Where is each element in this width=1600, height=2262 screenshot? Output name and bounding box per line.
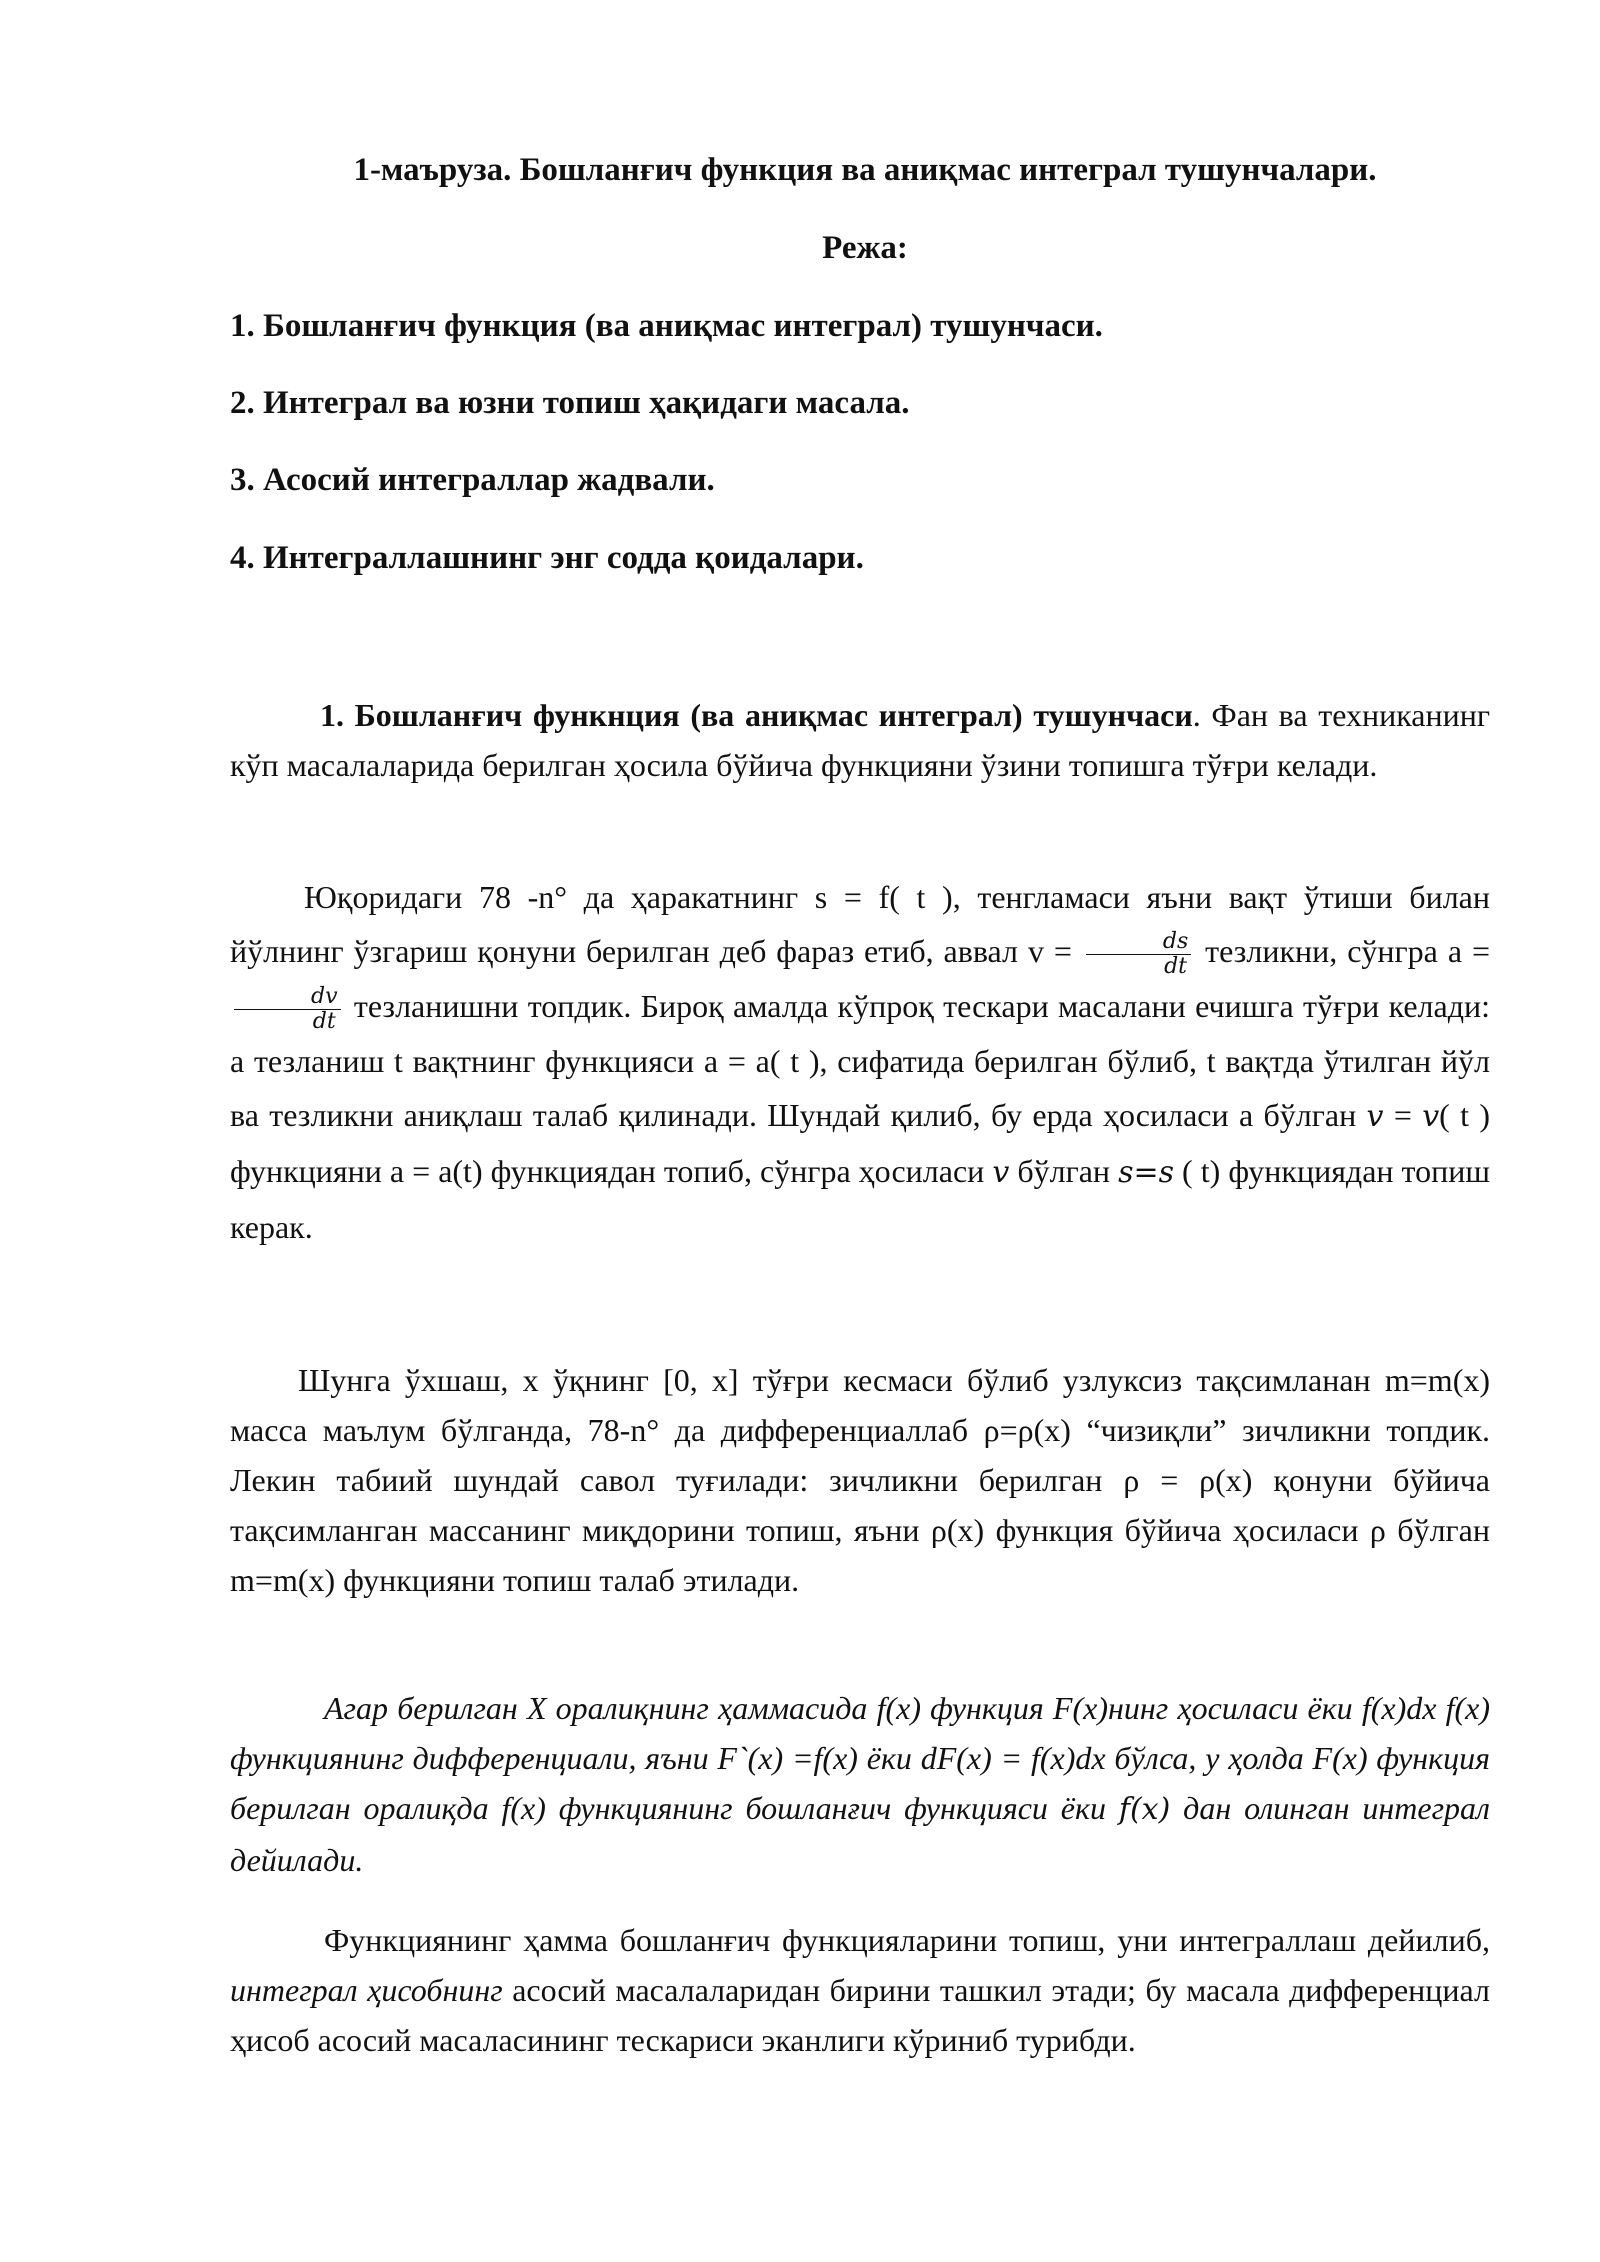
p2-text-f: бўлган (1009, 1153, 1119, 1190)
p2-text-g: ( t) функциядан топиш керак. (230, 1153, 1491, 1246)
math-v: v (1366, 1099, 1384, 1135)
fraction-dv-dt (234, 985, 341, 1034)
p5-text-a: Функциянинг ҳамма бошланғич функцияларини топиш, уни интеграллаш дейилиб, (324, 1922, 1490, 1958)
paragraph-5 (230, 1915, 1490, 2065)
frac-den-dt: dt (1164, 954, 1188, 980)
math-s: s=s (1118, 1155, 1175, 1191)
frac-num-dv: dv (234, 985, 341, 1010)
paragraph-4-definition (230, 1683, 1490, 1885)
paragraph-1 (230, 690, 1490, 790)
math-v-3: v (992, 1155, 1010, 1191)
p2-text-c: тезланишни топдик. Бироқ амалда кўпроқ тескари масалани ечишга тўғри келади: a тезланиш t вақтнинг функцияси a = a( t ), сифатида берилган бўлиб, t вақтда ўтилган йўл ва тезликни аниқлаш талаб қилинади. Шундай қилиб, бу ерда ҳосиласи a бўлган (230, 988, 1490, 1134)
plan-item-4: 4. Интеграллашнинг энг содда қоидалари. (230, 540, 864, 576)
fraction-ds-dt (1086, 930, 1191, 979)
plan-item-3: 3. Асосий интеграллар жадвали. (230, 462, 715, 498)
p5-text-b: асосий масалаларидан бирини ташкил этади; бу масала дифференциал ҳисоб асосий масаласининг тескариси эканлиги кўриниб турибди. (230, 1972, 1491, 2058)
frac-num-ds: ds (1086, 930, 1191, 955)
math-v-2: v (1422, 1099, 1440, 1135)
p4-text-a: Агар берилган X оралиқнинг ҳаммасида f(x) функция F(x)нинг ҳосиласи ёки f(x)dx f(x) функциянинг дифференциали, яъни F`(x) =f(x) ёки dF(x) = f(x)dx бўлса, у ҳолда F(x) функция берилган оралиқда f(x) функциянинг бошланғич функцияси ёки (230, 1690, 1490, 1826)
paragraph-2 (230, 870, 1490, 1254)
p2-text-a: Юқоридаги 78 -n° да ҳаракатнинг s = f( t ), тенгламаси яъни вақт ўтиши билан йўлнинг ўзгариш қонуни берилган деб фараз етиб, аввал v = (230, 879, 1490, 969)
p2-text-e: ( t ) функцияни a = a(t) функциядан топиб, сўнгра ҳосиласи (230, 1097, 1491, 1190)
paragraph-3: Шунга ўхшаш, x ўқнинг [0, x] тўғри кесмаси бўлиб узлуксиз тақсимланан m=m(x) масса маълум бўлганда, 78-n° да дифференциаллаб ρ=ρ(x) “чизиқли” зичликни топдик. Лекин табиий шундай савол туғилади: зичликни берилган ρ = ρ(x) қонуни бўйича тақсимланган массанинг миқдорини топиш, яъни ρ(x) функция бўйича ҳосиласи ρ бўлган m=m(x) функцияни топиш талаб этилади. (230, 1362, 1491, 1598)
section-1-heading: 1. Бошланғич функнция (ва аниқмас интеграл) тушунчаси (320, 697, 1193, 733)
plan-item-1: 1. Бошланғич функция (ва аниқмас интеграл) тушунчаси. (230, 308, 1103, 344)
p2-text-b: тезликни, сўнгра a = (1195, 933, 1491, 969)
p4-text-b: дан олинган интеграл дейилади. (230, 1790, 1491, 1878)
math-fx: f(x) (1118, 1792, 1171, 1827)
plan-item-2: 2. Интеграл ва юзни топиш ҳақидаги масала. (230, 385, 910, 421)
frac-den-dt-2: dt (312, 1009, 336, 1035)
plan-heading: Режа: (822, 230, 908, 266)
lecture-title: 1-маъруза. Бошланғич функция ва аниқмас интеграл тушунчалари. (353, 152, 1377, 188)
p2-text-d: = (1383, 1097, 1423, 1134)
p5-italic-term: интеграл ҳисобнинг (230, 1972, 503, 2008)
paragraph-1-text: . Фан ва техниканинг кўп масалаларида берилган ҳосила бўйича функцияни ўзини топишга тўғри келади. (230, 697, 1491, 783)
